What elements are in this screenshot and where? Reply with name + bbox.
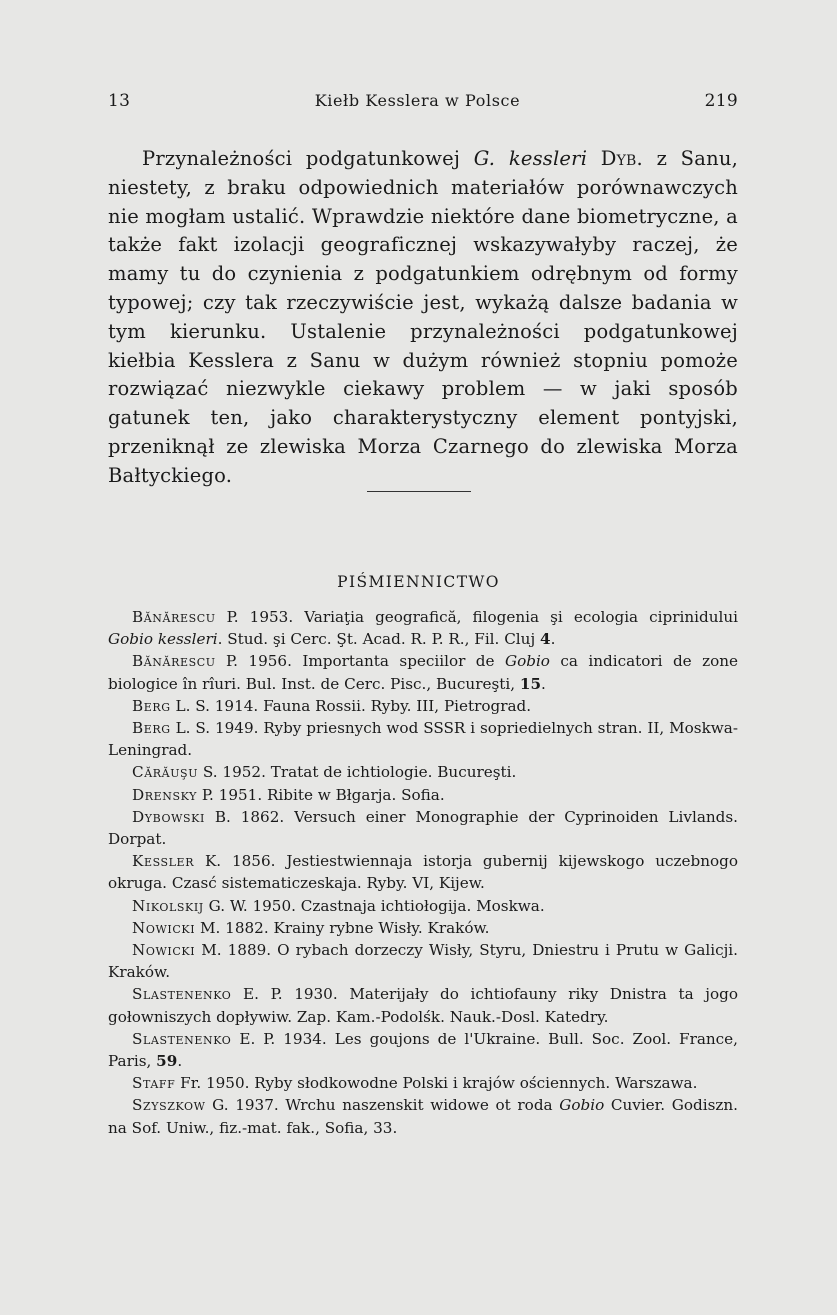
bibliography-entry	[108, 784, 738, 806]
entry-volume: 15	[519, 674, 542, 693]
page-number-left: 13	[108, 91, 131, 111]
entry-text-2: Cuvier	[604, 1096, 661, 1115]
page-number-right: 219	[704, 91, 738, 111]
entry-author: Bănărescu	[132, 608, 216, 626]
bibliography-entry	[108, 606, 738, 650]
entry-text: G. 1937. Wrchu naszenskit widowe ot roda	[205, 1096, 560, 1115]
entry-author: Szyszkow	[132, 1096, 206, 1115]
species-author: Dyb.	[600, 147, 643, 170]
bibliography-entry	[108, 983, 738, 1027]
entry-text-3: .	[541, 674, 546, 693]
entry-author: Berg	[132, 696, 171, 715]
bibliography-entry	[108, 895, 738, 917]
entry-text: M. 1882. Krainy rybne Wisły. Kraków.	[195, 918, 490, 937]
bibliography-entry	[108, 850, 738, 894]
entry-text: Fr. 1950. Ryby słodkowodne Polski i krajów ościennych. Warszawa.	[175, 1074, 698, 1093]
entry-italic: Gobio kessleri	[108, 630, 218, 649]
entry-author: Bănărescu	[132, 652, 216, 671]
bibliography-entry	[108, 650, 738, 694]
entry-author: Berg	[132, 719, 171, 738]
bibliography-entry	[108, 1072, 738, 1094]
bibliography-entry	[108, 1028, 738, 1072]
bibliography-entry	[108, 806, 738, 850]
entry-text: E. P. 1930. Materijały do ichtiofauny riky Dnistra ta jogo gołowniszych dopływiw. Zap. Kam.-Podolśk. Nauk.-Dosl. Katedry.	[108, 985, 738, 1026]
entry-text-3: .	[550, 630, 556, 649]
entry-text: G. W. 1950. Czastnaja ichtiołogija. Moskwa.	[203, 896, 545, 915]
entry-volume: 59	[156, 1052, 178, 1071]
bibliography-list	[108, 606, 738, 1139]
entry-text: P. 1951. Ribite w Błgarja. Sofia.	[197, 785, 445, 804]
bibliography-entry	[108, 695, 738, 717]
running-title: Kiełb Kesslera w Polsce	[314, 91, 521, 110]
entry-text: K. 1856. Jestiestwiennaja istorja gubernij kijewskogo uczebnogo okruga. Czasć sistematiczeskaja. Ryby. VI, Kijew.	[108, 852, 738, 893]
entry-author: Staff	[132, 1074, 176, 1093]
entry-text: S. 1952. Tratat de ichtiologie. Bucureşti.	[198, 763, 517, 782]
entry-author: Dybowski	[132, 807, 205, 826]
entry-author: Nowicki	[132, 941, 196, 960]
paragraph-space	[587, 147, 601, 170]
entry-text-3: . Godiszn. na Sof. Uniw., fiz.-mat. fak., Sofia, 33.	[108, 1096, 738, 1137]
entry-author: Nikolskij	[132, 896, 204, 915]
bibliography-entry	[108, 917, 738, 939]
entry-author: Slastenenko	[132, 985, 232, 1004]
entry-volume: 4	[539, 630, 551, 649]
entry-author: Nowicki	[132, 918, 196, 937]
running-header	[108, 91, 738, 111]
entry-italic: Gobio	[559, 1096, 605, 1115]
entry-author: Drensky	[132, 785, 198, 804]
entry-author: Cărăuşu	[132, 763, 199, 782]
body-paragraph	[108, 145, 738, 491]
entry-text: M. 1889. O rybach dorzeczy Wisły, Styru, Dniestru i Prutu w Galicji. Kraków.	[108, 941, 738, 982]
entry-text: E. P. 1934. Les goujons de l'Ukraine. Bull. Soc. Zool. France, Paris,	[108, 1029, 738, 1071]
paragraph-text-1: Przynależności podgatunkowej	[142, 147, 474, 170]
entry-text: B. 1862. Versuch einer Monographie der Cyprinoiden Livlands. Dorpat.	[108, 807, 738, 849]
entry-text: P. 1953. Variaţia geografică, filogenia şi ecologia ciprinidului	[215, 608, 738, 626]
entry-text-2: ca indicatori de zone biologice în rîuri. Bul. Inst. de Cerc. Pisc., Bucureşti,	[108, 652, 738, 693]
entry-text: L. S. 1949. Ryby priesnych wod SSSR i sopriedielnych stran. II, Moskwa-Leningrad.	[108, 719, 738, 760]
entry-author: Kessler	[132, 852, 195, 871]
entry-text-3: .	[177, 1052, 183, 1071]
bibliography-entry	[108, 939, 738, 983]
bibliography-heading: PIŚMIENNICTWO	[337, 573, 500, 591]
bibliography-entry	[108, 1094, 738, 1138]
entry-italic: Gobio	[504, 652, 550, 671]
entry-author: Slastenenko	[132, 1029, 232, 1048]
bibliography-entry	[108, 761, 738, 783]
entry-text: P. 1956. Importanta speciilor de	[215, 652, 505, 671]
entry-text: L. S. 1914. Fauna Rossii. Ryby. III, Pietrograd.	[170, 696, 532, 715]
section-divider	[367, 491, 471, 492]
bibliography-entry	[108, 717, 738, 761]
paragraph-text-2: z Sanu, niestety, z braku odpowiednich materiałów porównawczych nie mogłam ustalić. Wprawdzie niektóre dane biometryczne, a także fakt izolacji geograficznej wskazywałyby raczej, że mamy tu do czynienia z podgatunkiem odrębnym od formy typowej; czy tak rzeczywiście jest, wykażą dalsze badania w tym kierunku. Ustalenie przynależności podgatunkowej kiełbia Kesslera z Sanu w dużym również stopniu pomoże rozwiązać niezwykle ciekawy problem — w jaki sposób gatunek ten, jako charakterystyczny element pontyjski, przeniknął ze zlewiska Morza Czarnego do zlewiska Morza Bałtyckiego.	[108, 147, 738, 487]
species-name: G. kessleri	[473, 147, 588, 170]
entry-text-2: . Stud. şi Cerc. Şt. Acad. R. P. R., Fil. Cluj	[217, 630, 540, 649]
